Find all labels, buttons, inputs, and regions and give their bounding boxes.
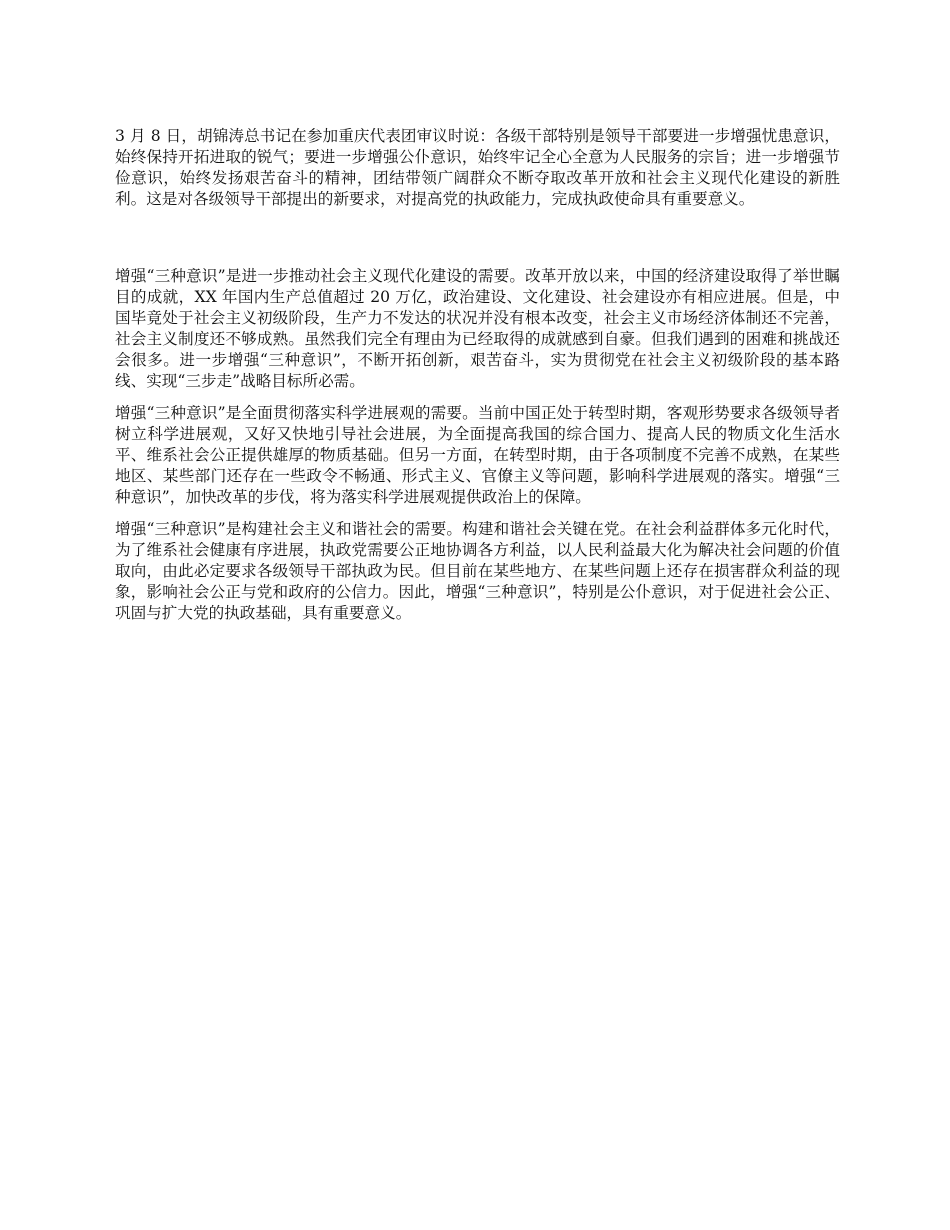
paragraph-modernization: 增强“三种意识”是进一步推动社会主义现代化建设的需要。改革开放以来，中国的经济建设取得了举世瞩目的成就，XX 年国内生产总值超过 20 万亿，政治建设、文化建设、社会建设亦有相应进展。但是，中国毕竟处于社会主义初级阶段，生产力不发达的状况并没有根本改变，社会主义市场经济体制还不完善，社会主义制度还不够成熟。虽然我们完全有理由为已经取得的成就感到自豪。但我们遇到的困难和挑战还会很多。进一步增强“三种意识”，不断开拓创新，艰苦奋斗，实为贯彻党在社会主义初级阶段的基本路线、实现“三步走”战略目标所必需。 <box>115 267 840 390</box>
paragraph-harmonious-society: 增强“三种意识”是构建社会主义和谐社会的需要。构建和谐社会关键在党。在社会利益群体多元化时代，为了维系社会健康有序进展，执政党需要公正地协调各方利益，以人民利益最大化为解决社会问题的价值取向，由此必定要求各级领导干部执政为民。但目前在某些地方、在某些问题上还存在损害群众利益的现象，影响社会公正与党和政府的公信力。因此，增强“三种意识”，特别是公仆意识，对于促进社会公正、巩固与扩大党的执政基础，具有重要意义。 <box>115 520 840 622</box>
document-body <box>115 126 840 624</box>
paragraph-intro: 3 月 8 日，胡锦涛总书记在参加重庆代表团审议时说：各级干部特别是领导干部要进一步增强忧患意识，始终保持开拓进取的锐气；要进一步增强公仆意识，始终牢记全心全意为人民服务的宗旨；进一步增强节俭意识，始终发扬艰苦奋斗的精神，团结带领广阔群众不断夺取改革开放和社会主义现代化建设的新胜利。这是对各级领导干部提出的新要求，对提高党的执政能力，完成执政使命具有重要意义。 <box>115 127 840 208</box>
paragraph-scientific-development: 增强“三种意识”是全面贯彻落实科学进展观的需要。当前中国正处于转型时期，客观形势要求各级领导者树立科学进展观，又好又快地引导社会进展，为全面提高我国的综合国力、提高人民的物质文化生活水平、维系社会公正提供雄厚的物质基础。但另一方面，在转型时期，由于各项制度不完善不成熟，在某些地区、某些部门还存在一些政令不畅通、形式主义、官僚主义等问题，影响科学进展观的落实。增强“三种意识”，加快改革的步伐，将为落实科学进展观提供政治上的保障。 <box>115 404 840 506</box>
